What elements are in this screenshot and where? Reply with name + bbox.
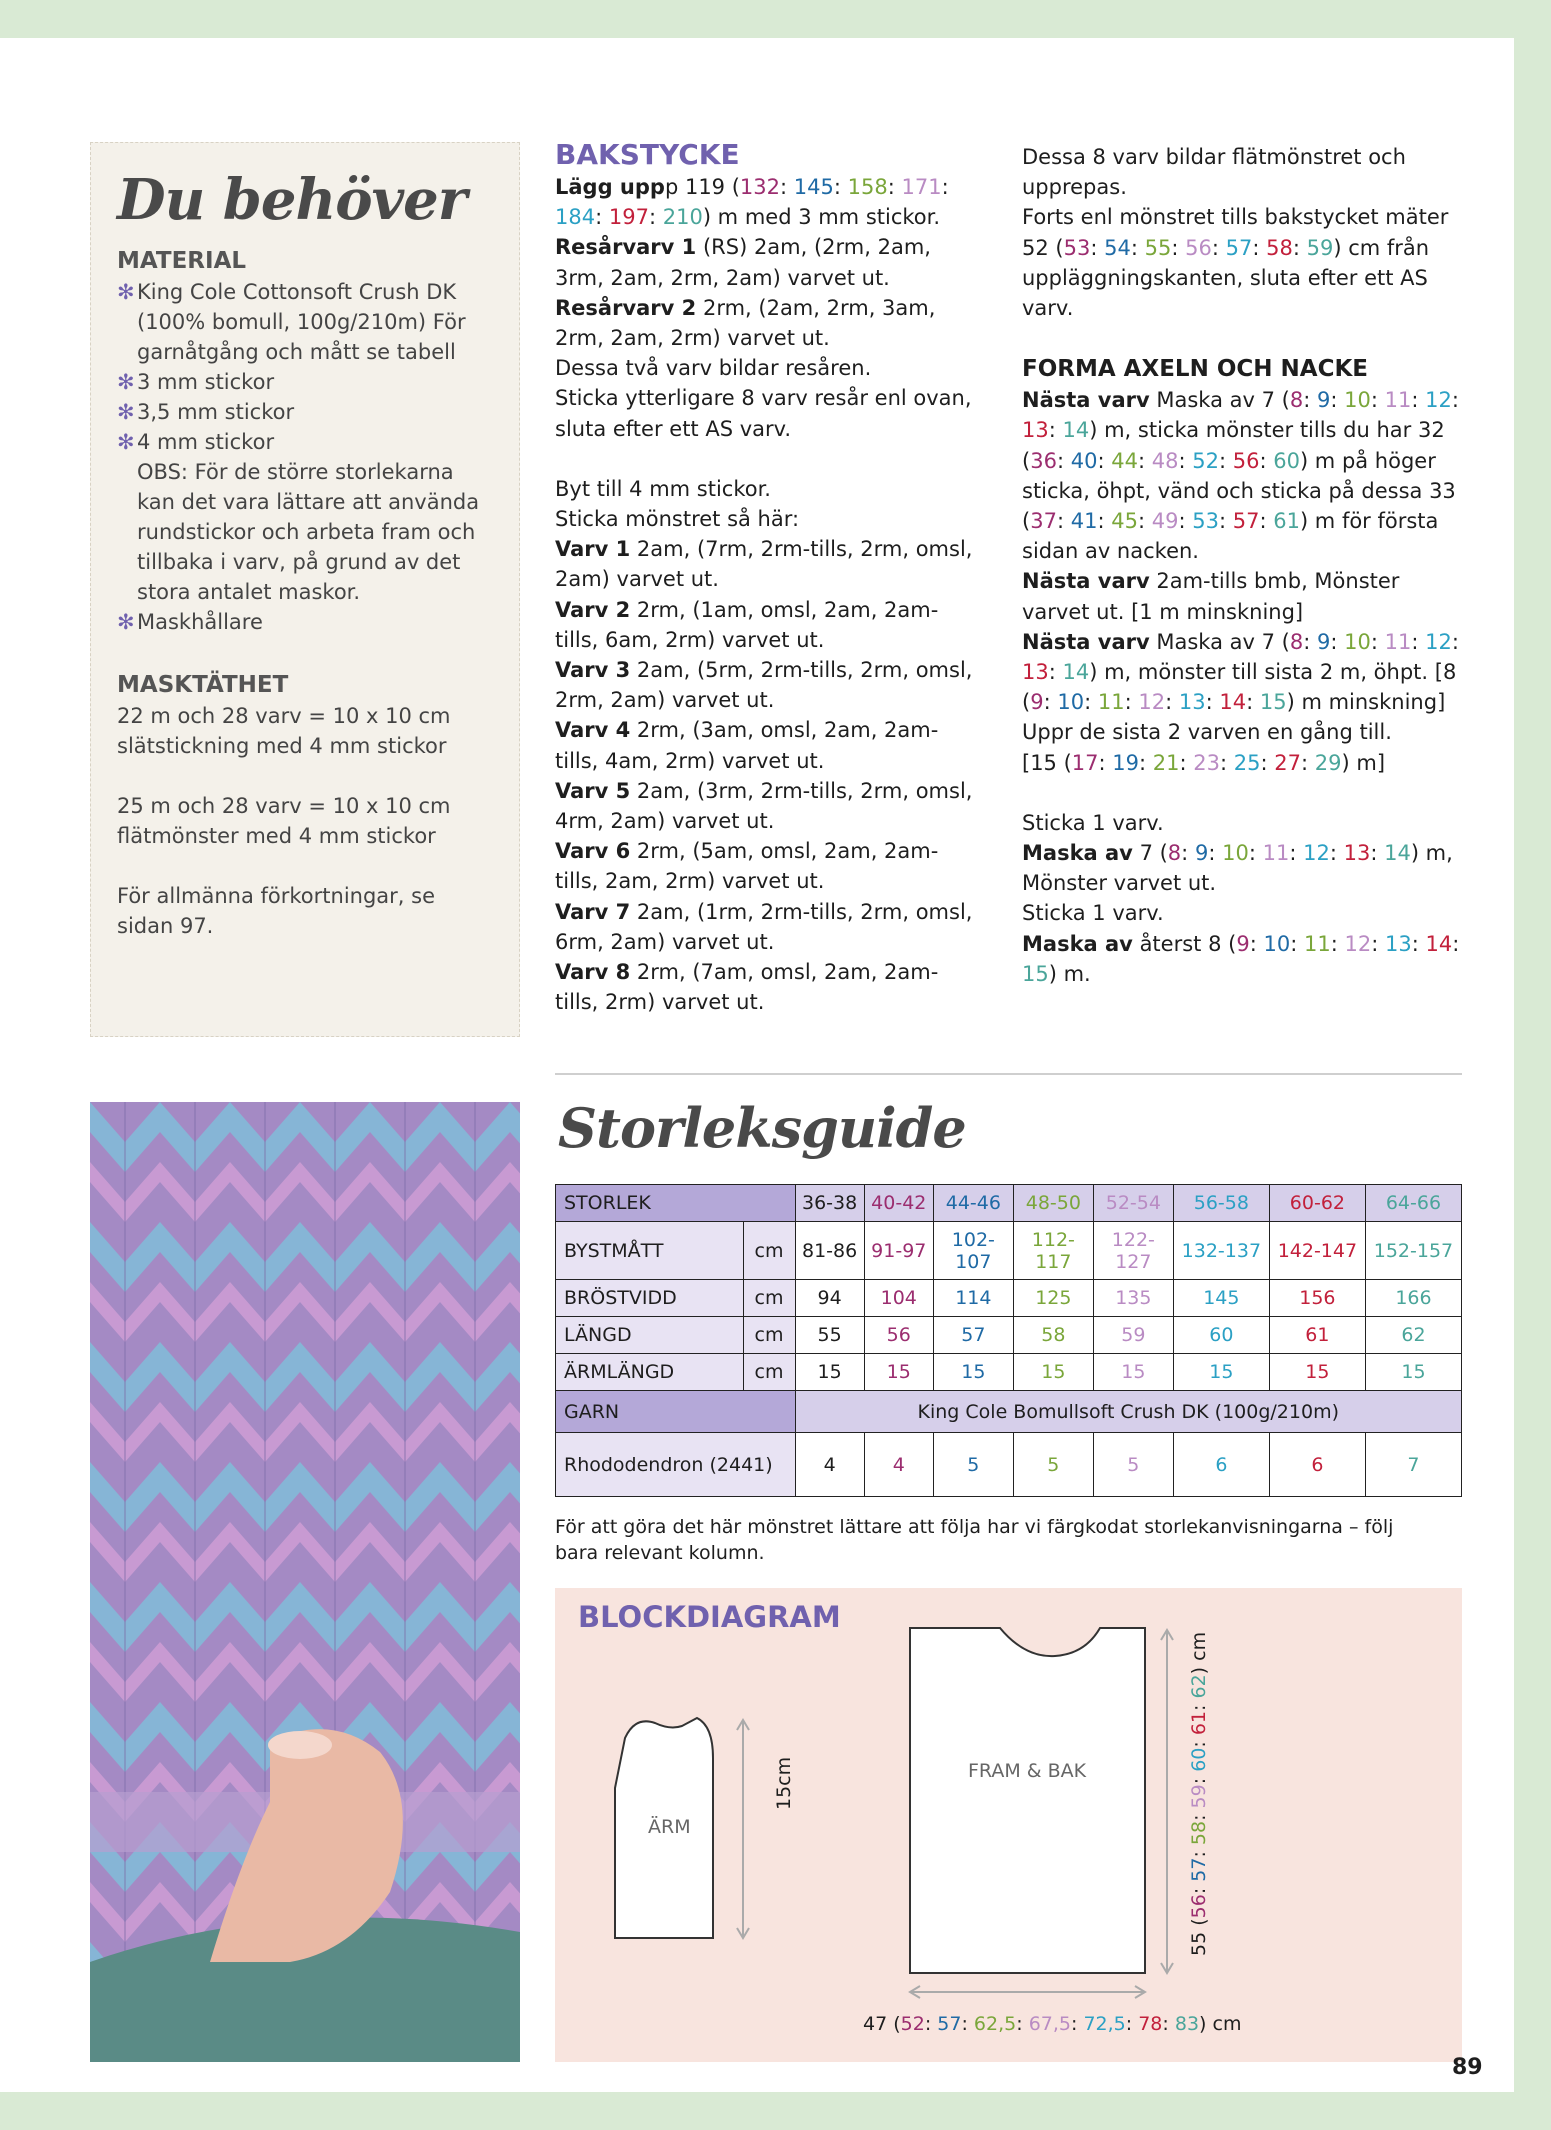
table-row bbox=[556, 1222, 1462, 1280]
row-label: BRÖSTVIDD bbox=[556, 1280, 744, 1317]
material-item: ✻ Maskhållare bbox=[117, 607, 493, 637]
page bbox=[0, 38, 1514, 2092]
table-cell: 15 bbox=[1173, 1354, 1269, 1391]
table-cell: 152-157 bbox=[1365, 1222, 1461, 1280]
page-number: 89 bbox=[1452, 2055, 1483, 2080]
table-cell: 15 bbox=[933, 1354, 1013, 1391]
table-cell: 4 bbox=[864, 1433, 933, 1497]
table-cell: 59 bbox=[1093, 1317, 1173, 1354]
knit-photo-art bbox=[90, 1102, 520, 2062]
rib-row-1: Resårvarv 1 (RS) 2am, (2rm, 2am, 3rm, 2am, 2rm, 2am) varvet ut. bbox=[555, 235, 931, 290]
table-row bbox=[556, 1354, 1462, 1391]
table-cell: 15 bbox=[1093, 1354, 1173, 1391]
size-cell: 40-42 bbox=[864, 1185, 933, 1222]
material-obs: OBS: För de större storlekarna kan det vara lättare att använda rundstickor och arbeta fram och tillbaka i varv, på grund av det stora antalet maskor. bbox=[137, 460, 480, 604]
next-row-2: Nästa varv 2am-tills bmb, Mönster varvet ut. [1 m minskning] bbox=[1022, 569, 1400, 624]
table-cell: 6 bbox=[1173, 1433, 1269, 1497]
table-cell: 94 bbox=[795, 1280, 864, 1317]
size-guide-title: Storleksguide bbox=[558, 1096, 966, 1160]
pattern-row: Varv 7 2am, (1rm, 2rm-tills, 2rm, omsl, 6rm, 2am) varvet ut. bbox=[555, 899, 973, 954]
cast-on: Lägg uppp 119 (132: 145: 158: 171: 184: 197: 210) m med 3 mm stickor. bbox=[555, 175, 949, 230]
table-cell: 61 bbox=[1269, 1317, 1365, 1354]
pattern-intro: Sticka mönstret så här: bbox=[555, 507, 800, 532]
size-cell: 56-58 bbox=[1173, 1185, 1269, 1222]
sleeve-length-label: 15cm bbox=[773, 1756, 795, 1810]
table-cell: 55 bbox=[795, 1317, 864, 1354]
length-label: 55 (56: 57: 58: 59: 60: 61: 62) cm bbox=[1188, 1631, 1210, 1956]
table-cell: 57 bbox=[933, 1317, 1013, 1354]
table-cell: 15 bbox=[864, 1354, 933, 1391]
bullet-icon: ✻ bbox=[117, 400, 135, 424]
block-diagram-art bbox=[555, 1588, 1462, 2062]
table-cell: 91-97 bbox=[864, 1222, 933, 1280]
table-cell: 112-117 bbox=[1013, 1222, 1093, 1280]
row-unit: cm bbox=[743, 1222, 795, 1280]
size-cell: 36-38 bbox=[795, 1185, 864, 1222]
material-heading: MATERIAL bbox=[117, 248, 247, 274]
body-shape bbox=[910, 1628, 1145, 1973]
table-cell: 102-107 bbox=[933, 1222, 1013, 1280]
gauge-text-2: 25 m och 28 varv = 10 x 10 cm flätmönster med 4 mm stickor bbox=[117, 794, 451, 848]
table-cell: 6 bbox=[1269, 1433, 1365, 1497]
back-heading: BAKSTYCKE bbox=[555, 138, 740, 171]
change-needles: Byt till 4 mm stickor. bbox=[555, 476, 771, 501]
shape-heading: FORMA AXELN OCH NACKE bbox=[1022, 356, 1368, 383]
back-piece-section bbox=[555, 138, 975, 1017]
width-label: 47 (52: 57: 62,5: 67,5: 72,5: 78: 83) cm bbox=[863, 2013, 1242, 2035]
rib-more: Sticka ytterligare 8 varv resår enl ovan, sluta efter ett AS varv. bbox=[555, 386, 972, 441]
table-cell: 7 bbox=[1365, 1433, 1461, 1497]
row-unit: cm bbox=[743, 1317, 795, 1354]
body-label: FRAM & BAK bbox=[968, 1760, 1087, 1782]
header-label: STORLEK bbox=[556, 1185, 796, 1222]
rib-note: Dessa två varv bildar resåren. bbox=[555, 356, 872, 381]
materials-box bbox=[90, 142, 520, 1037]
shaping-section bbox=[1022, 142, 1472, 989]
knit-photo bbox=[90, 1102, 520, 2062]
row-unit: cm bbox=[743, 1280, 795, 1317]
table-cell: 125 bbox=[1013, 1280, 1093, 1317]
rib-row-2: Resårvarv 2 2rm, (2am, 2rm, 3am, 2rm, 2am, 2rm) varvet ut. bbox=[555, 295, 936, 351]
material-item: ✻ 3,5 mm stickor bbox=[117, 397, 493, 427]
size-cell: 64-66 bbox=[1365, 1185, 1461, 1222]
pattern-row: Varv 1 2am, (7rm, 2rm-tills, 2rm, omsl, 2am) varvet ut. bbox=[555, 537, 973, 592]
table-row-yarn bbox=[556, 1391, 1462, 1433]
knit-one-row: Sticka 1 varv. bbox=[1022, 810, 1164, 835]
color-code-note: För att göra det här mönstret lättare att följa har vi färgkodat storlekanvisningarna – följ bara relevant kolumn. bbox=[555, 1516, 1394, 1564]
yarn-label: GARN bbox=[556, 1391, 796, 1433]
bullet-icon: ✻ bbox=[117, 280, 135, 304]
table-row-header bbox=[556, 1185, 1462, 1222]
pattern-repeat: Dessa 8 varv bildar flätmönstret och upprepas. bbox=[1022, 145, 1406, 200]
table-cell: 5 bbox=[1013, 1433, 1093, 1497]
table-cell: 156 bbox=[1269, 1280, 1365, 1317]
block-diagram-heading: BLOCKDIAGRAM bbox=[578, 1600, 841, 1634]
pattern-row: Varv 5 2am, (3rm, 2rm-tills, 2rm, omsl, 4rm, 2am) varvet ut. bbox=[555, 778, 973, 834]
repeat-rows: Uppr de sista 2 varven en gång till. bbox=[1022, 720, 1392, 745]
yarn-value: King Cole Bomullsoft Crush DK (100g/210m) bbox=[795, 1391, 1461, 1433]
pattern-row: Varv 8 2rm, (7am, omsl, 2am, 2am-tills, 2rm) varvet ut. bbox=[555, 960, 939, 1015]
table-cell: 58 bbox=[1013, 1317, 1093, 1354]
row-label: LÄNGD bbox=[556, 1317, 744, 1354]
table-row-color bbox=[556, 1433, 1462, 1497]
table-cell: 5 bbox=[933, 1433, 1013, 1497]
size-cell: 48-50 bbox=[1013, 1185, 1093, 1222]
material-item: ✻ 4 mm stickor bbox=[117, 427, 493, 457]
size-cell: 52-54 bbox=[1093, 1185, 1173, 1222]
gauge-text-1: 22 m och 28 varv = 10 x 10 cm slätstickning med 4 mm stickor bbox=[117, 704, 451, 758]
table-cell: 60 bbox=[1173, 1317, 1269, 1354]
table-row bbox=[556, 1280, 1462, 1317]
table-cell: 62 bbox=[1365, 1317, 1461, 1354]
material-item: ✻ 3 mm stickor bbox=[117, 367, 493, 397]
table-cell: 104 bbox=[864, 1280, 933, 1317]
table-cell: 114 bbox=[933, 1280, 1013, 1317]
table-cell: 122-127 bbox=[1093, 1222, 1173, 1280]
knit-one-row-2: Sticka 1 varv. bbox=[1022, 901, 1164, 926]
material-list bbox=[117, 277, 493, 637]
table-cell: 56 bbox=[864, 1317, 933, 1354]
table-cell: 166 bbox=[1365, 1280, 1461, 1317]
block-diagram bbox=[555, 1588, 1462, 2062]
pattern-row: Varv 4 2rm, (3am, omsl, 2am, 2am-tills, 4am, 2rm) varvet ut. bbox=[555, 718, 939, 773]
sleeve-label: ÄRM bbox=[648, 1816, 691, 1838]
table-row bbox=[556, 1317, 1462, 1354]
size-cell: 60-62 bbox=[1269, 1185, 1365, 1222]
table-cell: 135 bbox=[1093, 1280, 1173, 1317]
bind-off-1: Maska av 7 (8: 9: 10: 11: 12: 13: 14) m, Mönster varvet ut. bbox=[1022, 841, 1453, 896]
bind-off-2: Maska av återst 8 (9: 10: 11: 12: 13: 14: 15) m. bbox=[1022, 931, 1460, 986]
table-cell: 15 bbox=[1365, 1354, 1461, 1391]
pattern-row: Varv 2 2rm, (1am, omsl, 2am, 2am-tills, 6am, 2rm) varvet ut. bbox=[555, 597, 939, 652]
stitch-count: [15 (17: 19: 21: 23: 25: 27: 29) m] bbox=[1022, 750, 1386, 775]
size-cell: 44-46 bbox=[933, 1185, 1013, 1222]
materials-title: Du behöver bbox=[117, 167, 467, 233]
gauge-heading: MASKTÄTHET bbox=[117, 672, 289, 698]
table-cell: 5 bbox=[1093, 1433, 1173, 1497]
color-label: Rhododendron (2441) bbox=[556, 1433, 796, 1497]
table-cell: 142-147 bbox=[1269, 1222, 1365, 1280]
table-cell: 15 bbox=[1013, 1354, 1093, 1391]
table-cell: 4 bbox=[795, 1433, 864, 1497]
table-cell: 132-137 bbox=[1173, 1222, 1269, 1280]
row-label: ÄRMLÄNGD bbox=[556, 1354, 744, 1391]
row-label: BYSTMÅTT bbox=[556, 1222, 744, 1280]
next-row-3: Nästa varv Maska av 7 (8: 9: 10: 11: 12: 13: 14) m, mönster till sista 2 m, öhpt. [8 (9: 10: 11: 12: 13: 14: 15) m minskning] bbox=[1022, 629, 1459, 715]
row-unit: cm bbox=[743, 1354, 795, 1391]
table-cell: 145 bbox=[1173, 1280, 1269, 1317]
table-cell: 15 bbox=[795, 1354, 864, 1391]
pattern-row: Varv 6 2rm, (5am, omsl, 2am, 2am-tills, 2am, 2rm) varvet ut. bbox=[555, 839, 939, 894]
table-cell: 81-86 bbox=[795, 1222, 864, 1280]
bullet-icon: ✻ bbox=[117, 610, 135, 634]
continue-length: Forts enl mönstret tills bakstycket mäter 52 (53: 54: 55: 56: 57: 58: 59) cm från uppläggningskanten, sluta efter ett AS varv. bbox=[1022, 205, 1449, 321]
abbreviations-note: För allmänna förkortningar, se sidan 97. bbox=[117, 884, 436, 938]
material-item: ✻ King Cole Cottonsoft Crush DK (100% bomull, 100g/210m) För garnåtgång och mått se tabell bbox=[117, 277, 493, 367]
size-guide-table bbox=[555, 1184, 1462, 1497]
next-row-1: Nästa varv Maska av 7 (8: 9: 10: 11: 12: 13: 14) m, sticka mönster tills du har 32 (36: 40: 44: 48: 52: 56: 60) m på höger sticka, öhpt, vänd och sticka på dessa 33 (37: 41: 45: 49: 53: 57: 61) m för första sidan av nacken. bbox=[1022, 388, 1459, 564]
bullet-icon: ✻ bbox=[117, 430, 135, 454]
divider bbox=[555, 1073, 1462, 1075]
bullet-icon: ✻ bbox=[117, 370, 135, 394]
pattern-row: Varv 3 2am, (5rm, 2rm-tills, 2rm, omsl, 2rm, 2am) varvet ut. bbox=[555, 658, 973, 713]
table-cell: 15 bbox=[1269, 1354, 1365, 1391]
